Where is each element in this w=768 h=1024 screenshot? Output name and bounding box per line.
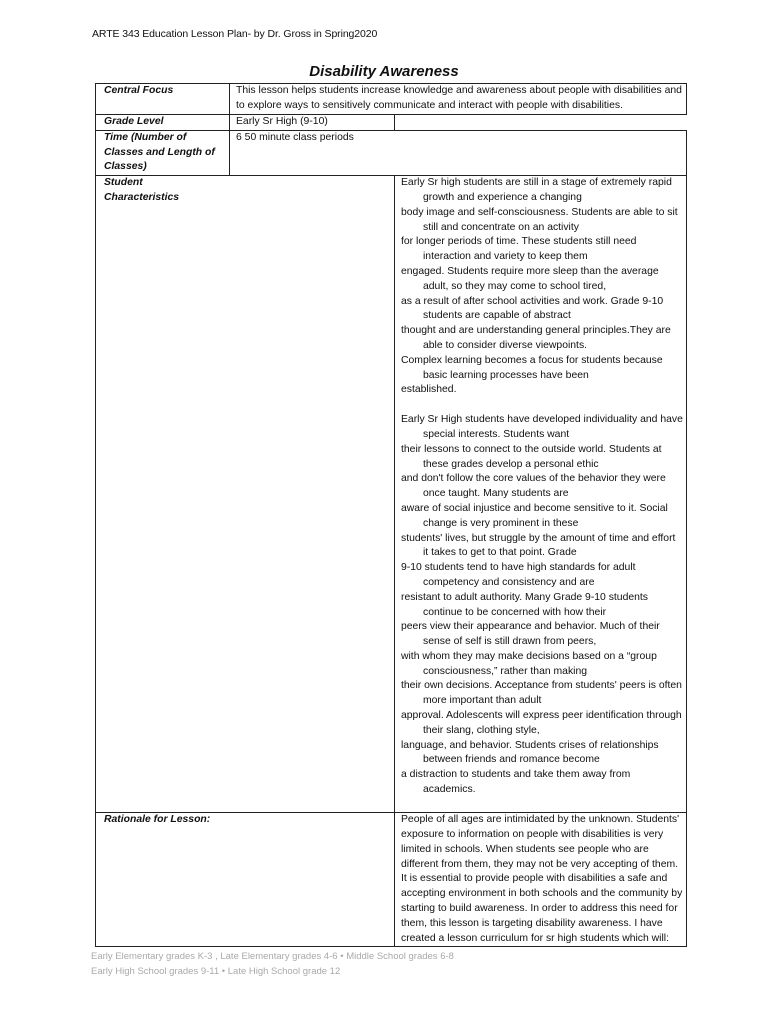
paragraph-line: established. <box>401 384 457 396</box>
student-label-line: Student <box>104 177 143 189</box>
paragraph-line: sense of self is still drawn from peers, <box>423 636 597 648</box>
student-para-1 <box>401 176 682 398</box>
student-label-line: Characteristics <box>104 191 180 203</box>
empty-cell <box>395 115 687 131</box>
paragraph-line: with whom they may make decisions based on a “group <box>401 650 657 662</box>
paragraph-line: special interests. Students want <box>423 428 570 440</box>
paragraph-line: still and concentrate on an activity <box>423 221 579 233</box>
central-focus-line: This lesson helps students increase knowledge and awareness about people with disabilities and <box>236 85 682 96</box>
paragraph-line: basic learning processes have been <box>423 369 589 381</box>
paragraph-line: their slang, clothing style, <box>423 724 540 736</box>
footer-grade-levels-line-1: Early Elementary grades K-3 , Late Elementary grades 4-6 • Middle School grades 6-8 <box>91 951 454 962</box>
label-rationale: Rationale for Lesson: <box>96 813 395 947</box>
paragraph-line: engaged. Students require more sleep than the average <box>401 265 659 277</box>
paragraph-line: accepting environment in both schools and the community by <box>401 888 683 900</box>
time-label-line: Classes and Length of <box>104 146 215 158</box>
paragraph-line: It is essential to provide people with disabilities a safe and <box>401 873 668 885</box>
central-focus-line: to explore ways to sensitively communicate and interact with people with disabilities. <box>236 99 623 111</box>
value-rationale <box>395 813 687 947</box>
row-rationale <box>96 813 687 947</box>
paragraph-line: starting to build awareness. In order to address this need for <box>401 902 678 914</box>
label-time <box>96 130 230 175</box>
paragraph-line: People of all ages are intimidated by the unknown. Students' <box>401 814 680 826</box>
row-central-focus <box>96 84 687 115</box>
paragraph-line: their lessons to connect to the outside world. Students at <box>401 443 662 455</box>
paragraph-line: a distraction to students and take them away from <box>401 769 631 781</box>
paragraph-line: approval. Adolescents will express peer identification through <box>401 710 682 722</box>
paragraph-line: it takes to get to that point. Grade <box>423 547 577 559</box>
value-central-focus <box>230 84 687 115</box>
value-grade-level: Early Sr High (9-10) <box>230 115 395 131</box>
row-grade-level <box>96 115 687 131</box>
paragraph-line: them, this lesson is targeting disability awareness. I have <box>401 917 663 929</box>
footer-grade-levels-line-2: Early High School grades 9-11 • Late High School grade 12 <box>91 966 341 977</box>
paragraph-line: created a lesson curriculum for sr high students which will: <box>401 932 669 944</box>
paragraph-line: change is very prominent in these <box>423 517 579 529</box>
time-label-line: Time (Number of <box>104 131 187 143</box>
paragraph-line: exposure to information on people with disabilities is very <box>401 828 664 840</box>
paragraph-line: growth and experience a changing <box>423 191 582 203</box>
paragraph-line: Early Sr high students are still in a stage of extremely rapid <box>401 177 672 189</box>
lesson-plan-table <box>95 83 687 947</box>
row-student-characteristics <box>96 176 687 813</box>
document-header: ARTE 343 Education Lesson Plan- by Dr. Gross in Spring2020 <box>92 28 378 40</box>
row-time <box>96 130 687 175</box>
paragraph-line: peers view their appearance and behavior. Much of their <box>401 621 660 633</box>
paragraph-line: aware of social injustice and become sensitive to it. Social <box>401 502 668 514</box>
label-student-characteristics <box>96 176 395 813</box>
paragraph-line: Early Sr High students have developed individuality and have <box>401 414 683 426</box>
document-title: Disability Awareness <box>309 63 459 80</box>
paragraph-line: students are capable of abstract <box>423 310 571 322</box>
paragraph-line: different from them, they may not be very accepting of them. <box>401 858 679 870</box>
paragraph-line: their own decisions. Acceptance from students' peers is often <box>401 680 682 692</box>
label-central-focus: Central Focus <box>96 84 230 115</box>
label-grade-level: Grade Level <box>96 115 230 131</box>
paragraph-gap <box>401 398 682 413</box>
paragraph-line: competency and consistency and are <box>423 576 595 588</box>
paragraph-line: academics. <box>423 784 476 796</box>
paragraph-line: once taught. Many students are <box>423 488 569 500</box>
time-label-line: Classes) <box>104 161 147 173</box>
paragraph-line: and don't follow the core values of the behavior they were <box>401 473 666 485</box>
paragraph-line: limited in schools. When students see people who are <box>401 843 649 855</box>
value-student-characteristics <box>395 176 687 813</box>
paragraph-line: able to consider diverse viewpoints. <box>423 339 588 351</box>
paragraph-line: thought and are understanding general principles.They are <box>401 325 671 337</box>
paragraph-line: continue to be concerned with how their <box>423 606 607 618</box>
paragraph-line: as a result of after school activities and work. Grade 9-10 <box>401 295 664 307</box>
paragraph-line: interaction and variety to keep them <box>423 251 588 263</box>
paragraph-line: Complex learning becomes a focus for students because <box>401 354 663 366</box>
paragraph-line: these grades develop a personal ethic <box>423 458 599 470</box>
paragraph-line: between friends and romance become <box>423 754 600 766</box>
paragraph-line: 9-10 students tend to have high standards for adult <box>401 562 636 574</box>
student-para-2 <box>401 413 682 798</box>
paragraph-line: resistant to adult authority. Many Grade 9-10 students <box>401 591 649 603</box>
paragraph-line: for longer periods of time. These students still need <box>401 236 637 248</box>
paragraph-line: more important than adult <box>423 695 542 707</box>
paragraph-line: language, and behavior. Students crises of relationships <box>401 739 659 751</box>
paragraph-line: consciousness,” rather than making <box>423 665 588 677</box>
paragraph-line: adult, so they may come to school tired, <box>423 280 607 292</box>
value-time: 6 50 minute class periods <box>230 130 687 175</box>
paragraph-line: students' lives, but struggle by the amount of time and effort <box>401 532 676 544</box>
paragraph-line: body image and self-consciousness. Students are able to sit <box>401 206 678 218</box>
